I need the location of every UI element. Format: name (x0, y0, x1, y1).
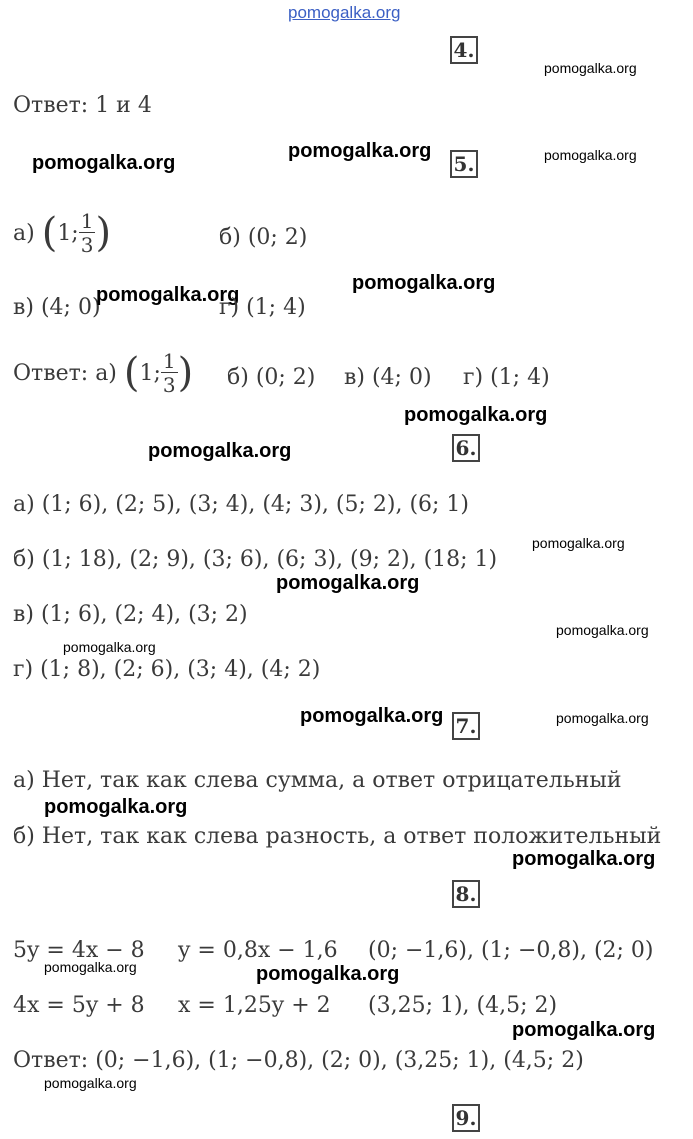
watermark: pomogalka.org (44, 796, 188, 818)
task-8-line-2-eq-2: x = 1,25y + 2 (178, 993, 331, 1018)
task-8-line-2-eq-1: 4x = 5y + 8 (13, 993, 145, 1018)
watermark-top-link[interactable]: pomogalka.org (288, 3, 401, 22)
task-4-answer: Ответ: 1 и 4 (13, 93, 152, 118)
task-5-answer-int: 1; (139, 360, 161, 386)
task-5-answer-b: б) (0; 2) (227, 365, 316, 390)
watermark: pomogalka.org (288, 140, 432, 162)
task-5-item-b: б) (0; 2) (219, 225, 308, 250)
watermark: pomogalka.org (44, 1075, 137, 1091)
watermark: pomogalka.org (276, 572, 420, 594)
fraction-denominator: 3 (162, 373, 176, 397)
watermark: pomogalka.org (532, 535, 625, 551)
task-7-number: 7. (452, 712, 480, 740)
task-8-line-1-points: (0; −1,6), (1; −0,8), (2; 0) (368, 938, 654, 963)
task-5-answer (13, 350, 193, 396)
task-5-a-int: 1; (57, 220, 79, 246)
task-4-number: 4. (450, 36, 478, 64)
task-5-item-v: в) (4; 0) (13, 295, 101, 320)
task-5-answer-fraction (161, 351, 178, 395)
paren-open: ( (123, 350, 140, 396)
task-6-item-a: а) (1; 6), (2; 5), (3; 4), (4; 3), (5; 2), (6; 1) (13, 492, 470, 517)
task-5-a-label: а) (13, 220, 35, 246)
watermark: pomogalka.org (256, 963, 400, 985)
task-5-answer-g: г) (1; 4) (463, 365, 550, 390)
task-6-item-v: в) (1; 6), (2; 4), (3; 2) (13, 602, 248, 627)
task-8-line-1-eq-2: y = 0,8x − 1,6 (178, 938, 338, 963)
task-5-answer-v: в) (4; 0) (344, 365, 432, 390)
fraction-numerator: 1 (80, 209, 94, 233)
task-7-item-a: а) Нет, так как слева сумма, а ответ отрицательный (13, 768, 622, 793)
task-6-number: 6. (452, 434, 480, 462)
task-6-item-b: б) (1; 18), (2; 9), (3; 6), (6; 3), (9; 2), (18; 1) (13, 547, 498, 572)
task-7-item-b: б) Нет, так как слева разность, а ответ положительный (13, 824, 662, 849)
task-8-answer: Ответ: (0; −1,6), (1; −0,8), (2; 0), (3,25; 1), (4,5; 2) (13, 1048, 584, 1073)
fraction-numerator: 1 (162, 349, 176, 373)
paren-open: ( (41, 210, 58, 256)
watermark: pomogalka.org (556, 710, 649, 726)
watermark: pomogalka.org (32, 152, 176, 174)
task-8-line-2-points: (3,25; 1), (4,5; 2) (368, 993, 558, 1018)
fraction-denominator: 3 (80, 233, 94, 257)
task-5-item-a (13, 210, 111, 256)
task-5-number: 5. (450, 150, 478, 178)
task-6-item-g: г) (1; 8), (2; 6), (3; 4), (4; 2) (13, 657, 321, 682)
watermark: pomogalka.org (544, 60, 637, 76)
task-5-a-fraction (79, 211, 96, 255)
task-8-number: 8. (452, 880, 480, 908)
watermark: pomogalka.org (352, 272, 496, 294)
paren-close: ) (177, 350, 194, 396)
watermark: pomogalka.org (300, 705, 444, 727)
watermark: pomogalka.org (148, 440, 292, 462)
task-8-line-1-eq-1: 5y = 4x − 8 (13, 938, 145, 963)
watermark: pomogalka.org (556, 622, 649, 638)
watermark: pomogalka.org (44, 959, 137, 975)
watermark: pomogalka.org (404, 404, 548, 426)
task-5-answer-label: Ответ: а) (13, 360, 117, 386)
watermark: pomogalka.org (96, 284, 240, 306)
watermark: pomogalka.org (544, 147, 637, 163)
task-9-number: 9. (452, 1104, 480, 1132)
paren-close: ) (95, 210, 112, 256)
watermark: pomogalka.org (63, 639, 156, 655)
task-5-item-g: г) (1; 4) (219, 295, 306, 320)
watermark: pomogalka.org (512, 848, 656, 870)
watermark: pomogalka.org (512, 1019, 656, 1041)
